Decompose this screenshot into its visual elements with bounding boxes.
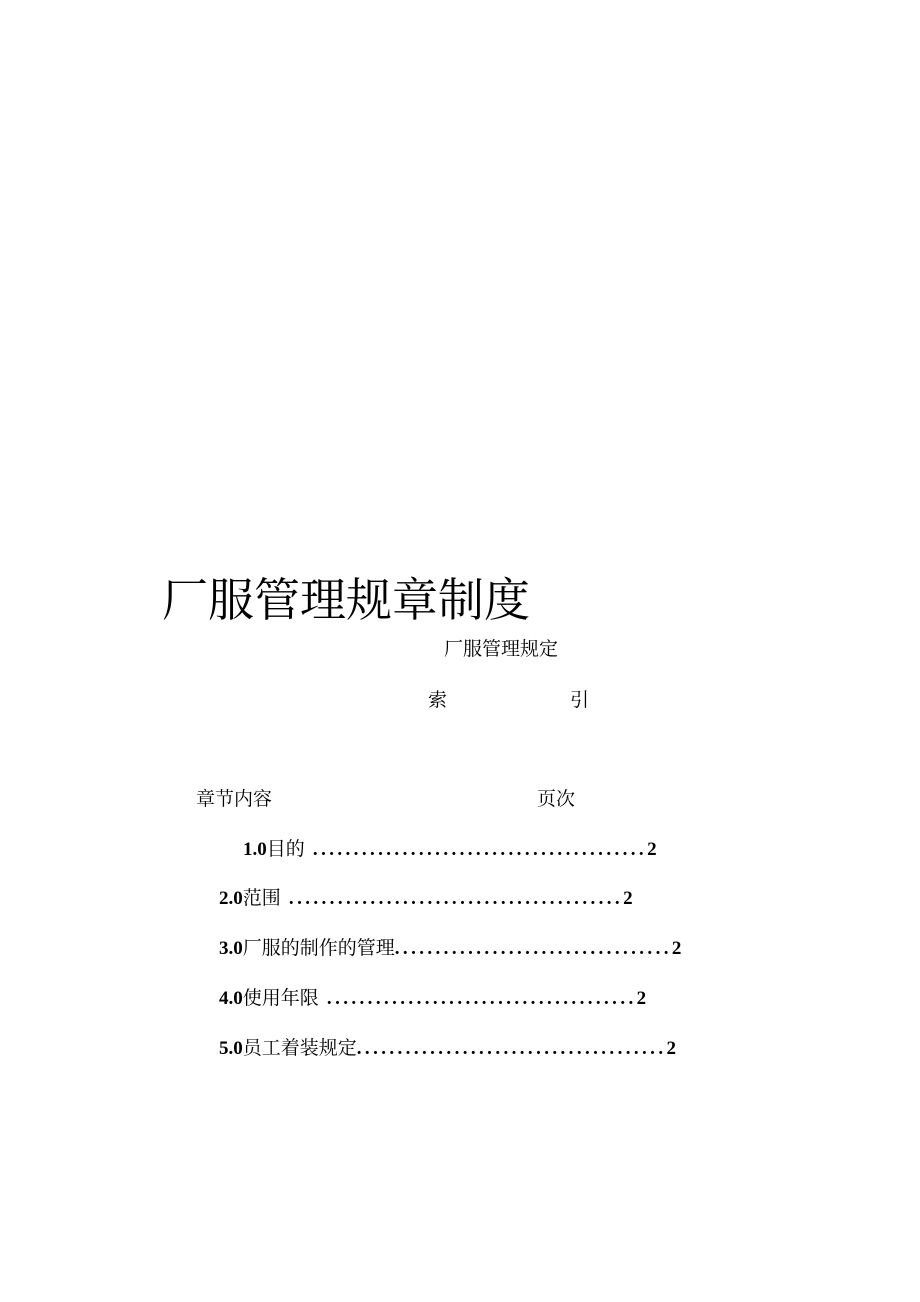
toc-entry-label: 使用年限 <box>242 987 319 1009</box>
toc-entry-number: 5.0 <box>219 1038 243 1059</box>
toc-entry-page: 2 <box>647 839 657 860</box>
page-title: 厂服管理规章制度 <box>162 573 530 627</box>
toc-entry-leader: ......................................... <box>280 888 624 909</box>
toc-entry <box>219 884 633 912</box>
toc-entry-label: 目的 <box>266 838 305 860</box>
toc-entry-page: 2 <box>636 988 647 1009</box>
toc-header-chapter: 章节内容 <box>196 788 273 810</box>
index-heading-char-2: 引 <box>570 689 590 711</box>
toc-entry-page: 2 <box>671 938 682 959</box>
toc-entry-page: 2 <box>666 1038 676 1059</box>
toc-header-page: 页次 <box>537 788 576 810</box>
toc-entry-number: 1.0 <box>243 839 267 860</box>
index-heading-char-1: 索 <box>428 689 448 711</box>
toc-entry-number: 3.0 <box>219 938 243 959</box>
toc-entry <box>219 934 681 962</box>
toc-entry-label: 范围 <box>242 887 281 909</box>
toc-entry-number: 4.0 <box>219 988 243 1009</box>
toc-entry-label: 厂服的制作的管理 <box>242 937 395 959</box>
toc-entry-leader: ......................................... <box>304 839 648 860</box>
toc-entry <box>219 1034 676 1062</box>
toc-entry-leader: .................................. <box>394 938 672 959</box>
toc-entry-leader: ...................................... <box>356 1038 667 1059</box>
toc-entry <box>219 984 646 1012</box>
page-subtitle: 厂服管理规定 <box>444 638 559 660</box>
toc-entry-leader: ...................................... <box>318 988 637 1009</box>
toc-entry-label: 员工着装规定 <box>242 1037 357 1059</box>
toc-entry-number: 2.0 <box>219 888 243 909</box>
toc-entry-page: 2 <box>623 888 633 909</box>
toc-entry <box>243 835 657 863</box>
